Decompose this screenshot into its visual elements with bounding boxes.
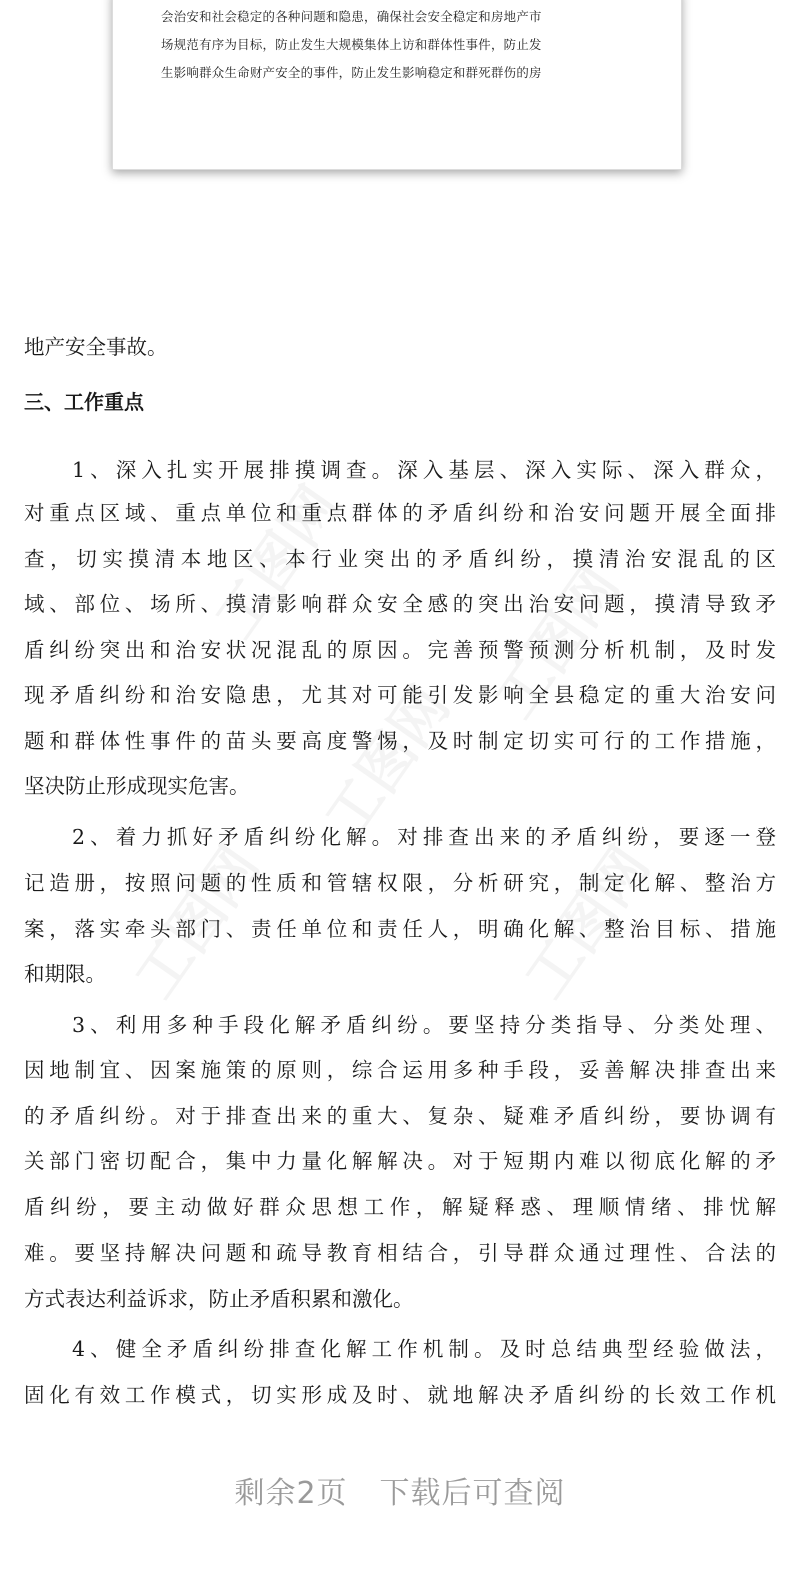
- text-line: 1、深入扎实开展排摸调查。深入基层、深入实际、深入群众，: [72, 458, 776, 482]
- remaining-pages-label[interactable]: 剩余2页: [234, 1476, 348, 1511]
- text-line: 4、健全矛盾纠纷排查化解工作机制。及时总结典型经验做法，: [72, 1337, 776, 1361]
- text-line: 关部门密切配合，集中力量化解解决。对于短期内难以彻底化解的矛: [24, 1149, 776, 1173]
- text-line: 案，落实牵头部门、责任单位和责任人，明确化解、整治目标、措施: [24, 917, 776, 941]
- text-line: 和期限。: [24, 962, 106, 986]
- text-line: 盾纠纷，要主动做好群众思想工作，解疑释惑、理顺情绪、排忧解: [24, 1195, 776, 1219]
- text-line: 2、着力抓好矛盾纠纷化解。对排查出来的矛盾纠纷，要逐一登: [72, 825, 776, 849]
- text-line: 对重点区域、重点单位和重点群体的矛盾纠纷和治安问题开展全面排: [24, 501, 776, 525]
- card-text-line: 生影响群众生命财产安全的事件，防止发生影响稳定和群死群伤的房: [161, 65, 542, 80]
- text-line: 难。要坚持解决问题和疏导教育相结合，引导群众通过理性、合法的: [24, 1241, 776, 1265]
- paragraph-continuation: 地产安全事故。: [24, 335, 168, 359]
- download-to-view-link[interactable]: 下载后可查阅: [379, 1476, 566, 1511]
- page-preview-card: [112, 0, 682, 170]
- text-line: 坚决防止形成现实危害。: [24, 774, 250, 798]
- section-heading: 三、工作重点: [24, 390, 144, 414]
- text-line: 固化有效工作模式，切实形成及时、就地解决矛盾纠纷的长效工作机: [24, 1383, 776, 1407]
- text-line: 盾纠纷突出和治安状况混乱的原因。完善预警预测分析机制，及时发: [24, 638, 776, 662]
- text-line: 因地制宜、因案施策的原则，综合运用多种手段，妥善解决排查出来: [24, 1058, 776, 1082]
- card-text-line: 场规范有序为目标，防止发生大规模集体上访和群体性事件，防止发: [161, 37, 542, 52]
- download-prompt[interactable]: [0, 1468, 800, 1512]
- text-line: 记造册，按照问题的性质和管辖权限，分析研究，制定化解、整治方: [24, 871, 776, 895]
- text-line: 的矛盾纠纷。对于排查出来的重大、复杂、疑难矛盾纠纷，要协调有: [24, 1104, 776, 1128]
- text-line: 查，切实摸清本地区、本行业突出的矛盾纠纷，摸清治安混乱的区: [24, 547, 776, 571]
- text-line: 域、部位、场所、摸清影响群众安全感的突出治安问题，摸清导致矛: [24, 592, 776, 616]
- text-line: 方式表达利益诉求，防止矛盾积累和激化。: [24, 1287, 414, 1311]
- text-line: 现矛盾纠纷和治安隐患，尤其对可能引发影响全县稳定的重大治安问: [24, 683, 776, 707]
- card-text-line: 会治安和社会稳定的各种问题和隐患，确保社会安全稳定和房地产市: [161, 9, 542, 24]
- text-line: 3、利用多种手段化解矛盾纠纷。要坚持分类指导、分类处理、: [72, 1013, 776, 1037]
- text-line: 题和群体性事件的苗头要高度警惕，及时制定切实可行的工作措施，: [24, 729, 776, 753]
